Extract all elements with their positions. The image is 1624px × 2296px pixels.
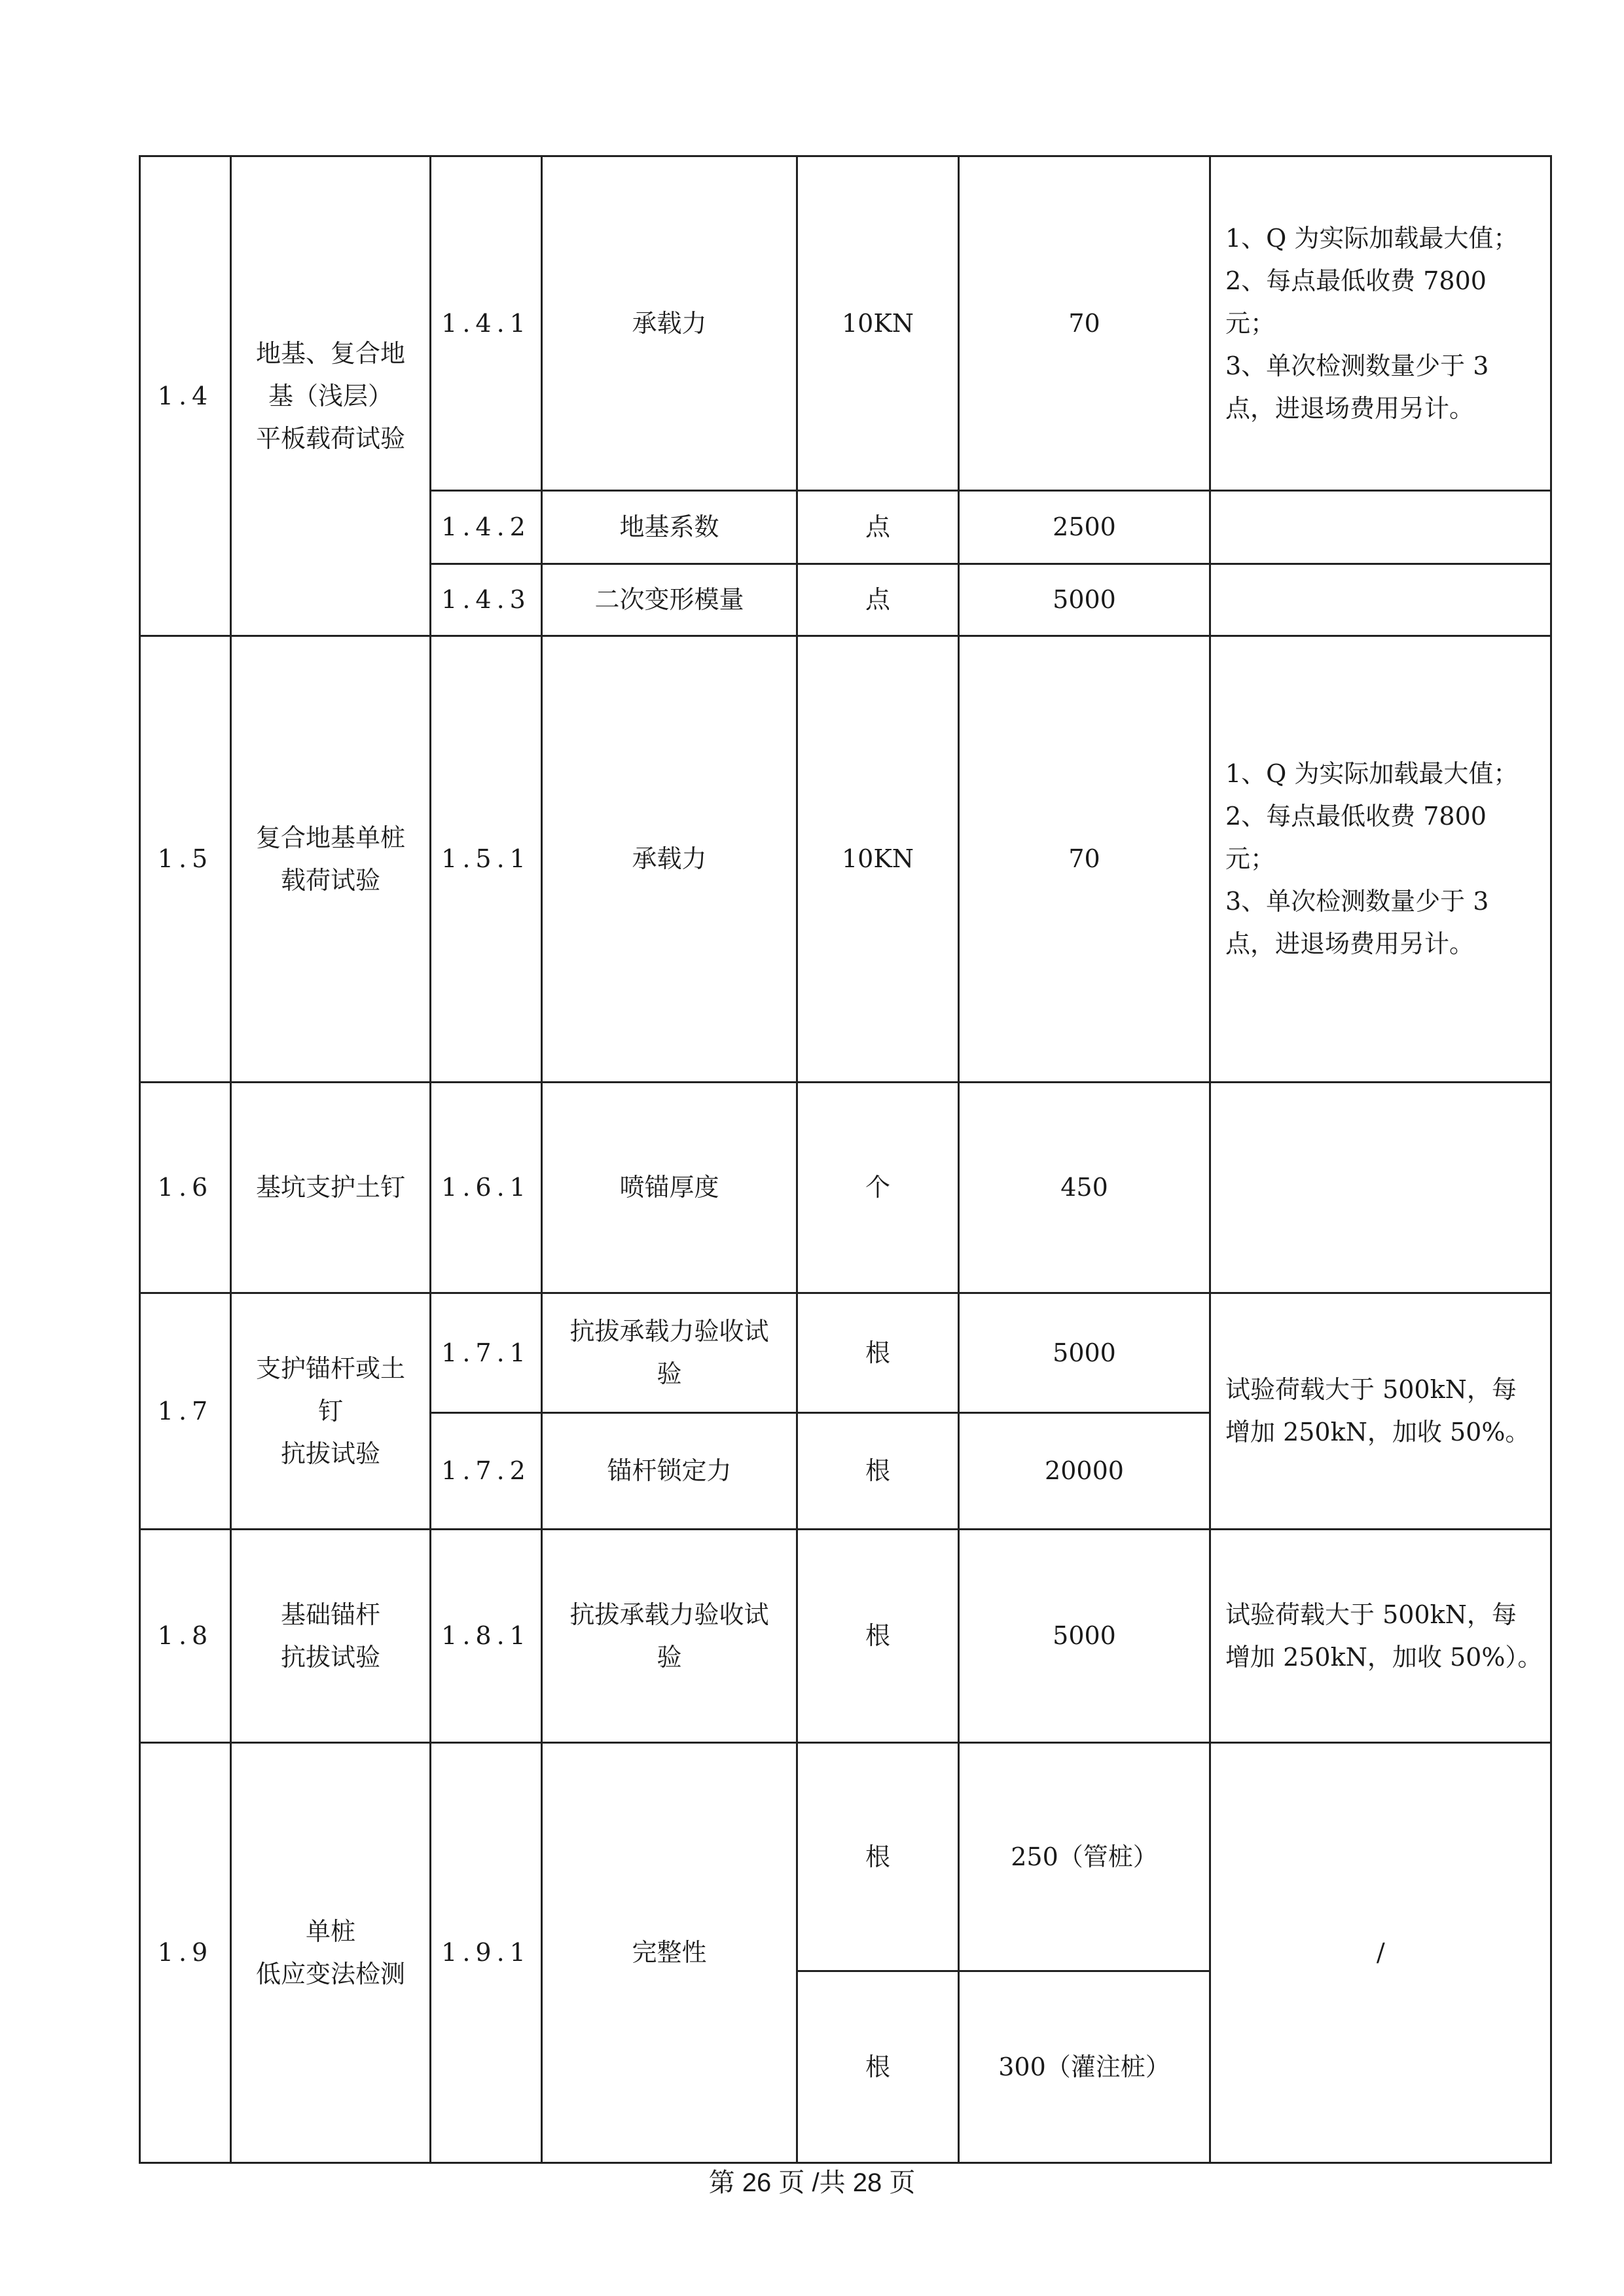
test-param: 地基系数 [542, 491, 797, 564]
price: 300（灌注桩） [959, 1971, 1210, 2163]
remark: / [1210, 1743, 1551, 2163]
table-row [140, 1530, 1551, 1743]
page-footer [0, 2163, 1624, 2202]
unit: 根 [797, 1413, 959, 1530]
remark [1210, 491, 1551, 564]
item-no: 1.7 [140, 1293, 231, 1530]
sub-no: 1.8.1 [431, 1530, 542, 1743]
sub-no: 1.4.3 [431, 564, 542, 636]
test-param: 抗拔承载力验收试 验 [542, 1293, 797, 1413]
unit: 根 [797, 1743, 959, 1971]
price: 5000 [959, 1293, 1210, 1413]
sub-no: 1.7.2 [431, 1413, 542, 1530]
price: 70 [959, 636, 1210, 1083]
item-name: 支护锚杆或土 钉 抗拔试验 [231, 1293, 431, 1530]
item-no: 1.5 [140, 636, 231, 1083]
remark [1210, 1083, 1551, 1293]
unit: 点 [797, 491, 959, 564]
remark: 试验荷载大于 500kN，每 增加 250kN，加收 50%。 [1210, 1293, 1551, 1530]
total-pages: 28 [852, 2168, 882, 2197]
sub-no: 1.5.1 [431, 636, 542, 1083]
unit: 个 [797, 1083, 959, 1293]
item-no: 1.6 [140, 1083, 231, 1293]
sub-no: 1.6.1 [431, 1083, 542, 1293]
unit: 根 [797, 1530, 959, 1743]
fee-table [139, 155, 1552, 2164]
item-name: 复合地基单桩 载荷试验 [231, 636, 431, 1083]
unit: 根 [797, 1293, 959, 1413]
test-param: 锚杆锁定力 [542, 1413, 797, 1530]
table-row [140, 156, 1551, 491]
unit: 10KN [797, 156, 959, 491]
table-row [140, 636, 1551, 1083]
footer-prefix: 第 [708, 2168, 735, 2197]
item-name: 基础锚杆 抗拔试验 [231, 1530, 431, 1743]
footer-suffix: 页 [889, 2168, 916, 2197]
remark [1210, 564, 1551, 636]
footer-mid: 页 /共 [778, 2168, 846, 2197]
sub-no: 1.4.1 [431, 156, 542, 491]
price: 70 [959, 156, 1210, 491]
item-no: 1.4 [140, 156, 231, 636]
price: 5000 [959, 1530, 1210, 1743]
price: 250（管桩） [959, 1743, 1210, 1971]
price: 5000 [959, 564, 1210, 636]
price: 20000 [959, 1413, 1210, 1530]
remark: 试验荷载大于 500kN，每 增加 250kN，加收 50%）。 [1210, 1530, 1551, 1743]
test-param: 喷锚厚度 [542, 1083, 797, 1293]
price: 450 [959, 1083, 1210, 1293]
item-no: 1.8 [140, 1530, 231, 1743]
remark: 1、Q 为实际加载最大值； 2、每点最低收费 7800 元； 3、单次检测数量少于 3 点，进退场费用另计。 [1210, 636, 1551, 1083]
table-row [140, 1293, 1551, 1413]
unit: 10KN [797, 636, 959, 1083]
table-row [140, 1083, 1551, 1293]
table-row [140, 1743, 1551, 1971]
item-name: 地基、复合地 基（浅层） 平板载荷试验 [231, 156, 431, 636]
test-param: 承载力 [542, 636, 797, 1083]
price: 2500 [959, 491, 1210, 564]
remark: 1、Q 为实际加载最大值； 2、每点最低收费 7800 元； 3、单次检测数量少于 3 点，进退场费用另计。 [1210, 156, 1551, 491]
item-name: 基坑支护土钉 [231, 1083, 431, 1293]
sub-no: 1.9.1 [431, 1743, 542, 2163]
unit: 根 [797, 1971, 959, 2163]
test-param: 抗拔承载力验收试 验 [542, 1530, 797, 1743]
item-no: 1.9 [140, 1743, 231, 2163]
test-param: 承载力 [542, 156, 797, 491]
current-page: 26 [742, 2168, 772, 2197]
test-param: 二次变形模量 [542, 564, 797, 636]
sub-no: 1.4.2 [431, 491, 542, 564]
sub-no: 1.7.1 [431, 1293, 542, 1413]
unit: 点 [797, 564, 959, 636]
item-name: 单桩 低应变法检测 [231, 1743, 431, 2163]
test-param: 完整性 [542, 1743, 797, 2163]
